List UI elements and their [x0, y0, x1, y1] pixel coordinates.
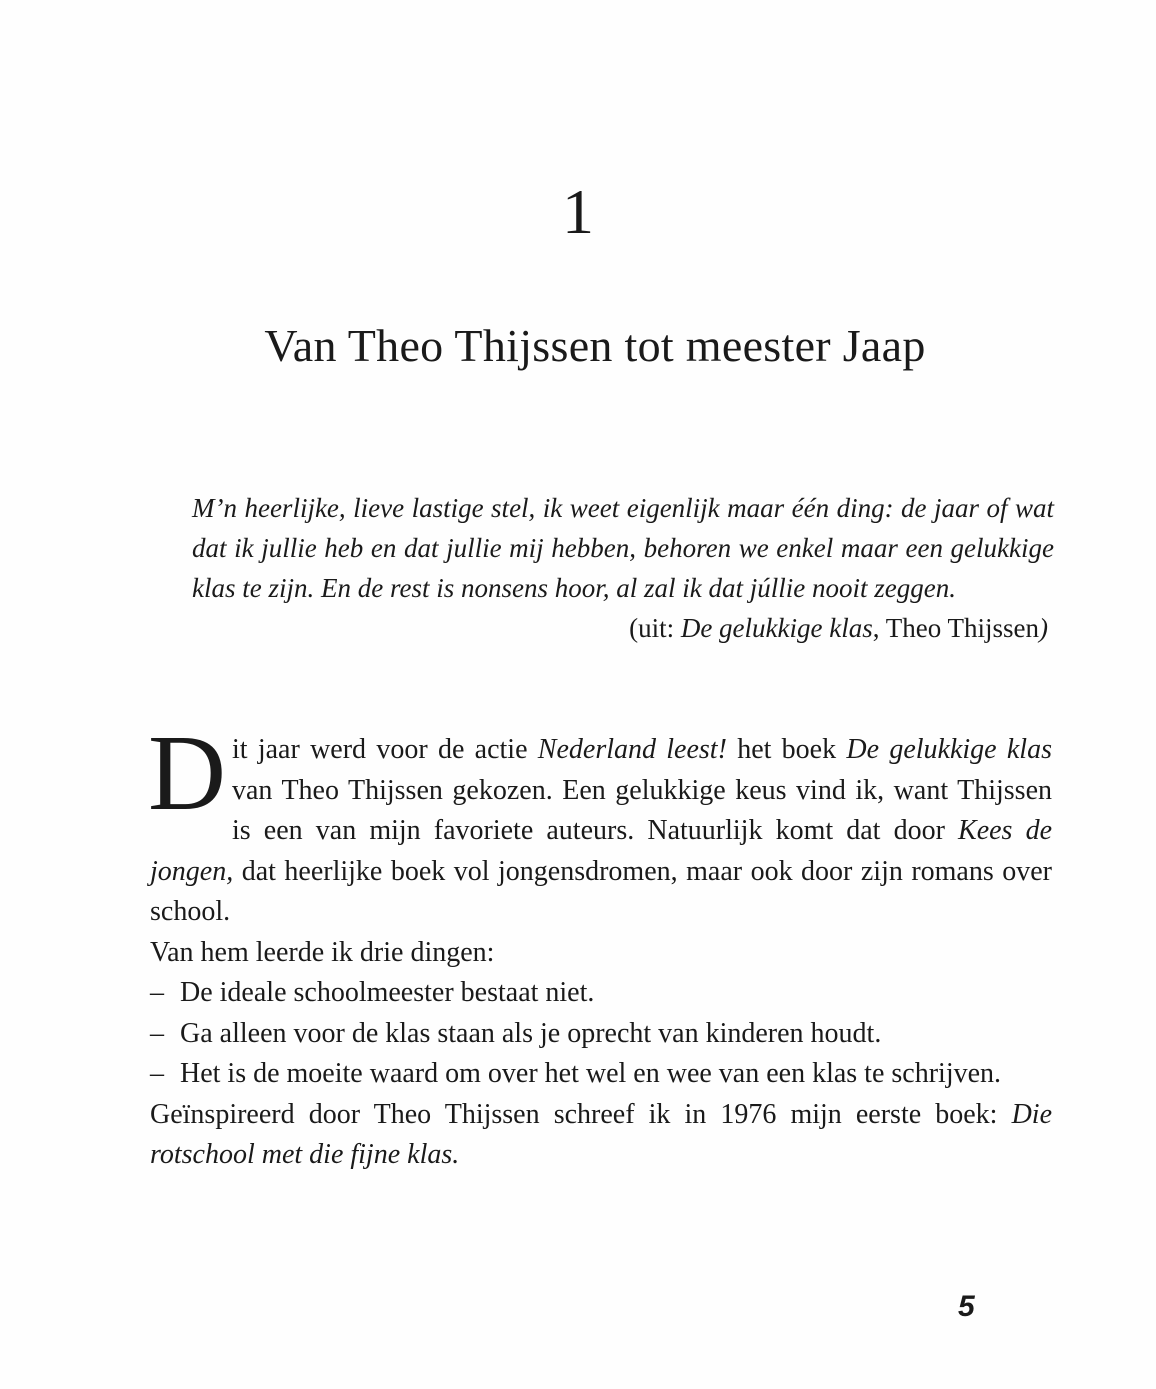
- attribution-book-title: De gelukkige klas: [680, 613, 873, 643]
- text-run: van Theo Thijssen gekozen. Een gelukkige keus vind ik, want Thijssen is een van mijn favoriete auteurs. Natuurlijk komt dat door: [232, 774, 1052, 846]
- attribution-close-paren: ): [1039, 613, 1048, 643]
- dash-bullet: –: [150, 1017, 164, 1049]
- text-run: het boek: [726, 734, 847, 765]
- list-item: [150, 973, 1052, 1014]
- page-number: 5: [958, 1290, 975, 1323]
- attribution-author: , Theo Thijssen: [872, 613, 1039, 643]
- italic-title-kees-de-jongen: Kees de jongen,: [150, 815, 1052, 887]
- list-item: [150, 1054, 1052, 1095]
- chapter-title: Van Theo Thijssen tot meester Jaap: [264, 320, 926, 371]
- paragraph-first-book: [150, 1095, 1052, 1176]
- attribution-prefix: (uit:: [629, 613, 681, 643]
- dash-bullet: –: [150, 977, 164, 1008]
- paragraph-intro: [148, 714, 1052, 933]
- list-item: [150, 1014, 1052, 1055]
- dash-bullet: –: [150, 1058, 164, 1089]
- paragraph-three-things: Van hem leerde ik drie dingen:: [150, 936, 495, 968]
- body-text: [148, 714, 1052, 1176]
- italic-title-de-gelukkige-klas: De gelukkige klas: [846, 734, 1052, 765]
- drop-cap: D: [148, 714, 226, 833]
- epigraph-attribution: [192, 608, 1054, 648]
- text-run: dat heerlijke boek vol jongensdromen, maar ook door zijn romans over school.: [150, 855, 1052, 927]
- list-item-text: De ideale schoolmeester bestaat niet.: [180, 977, 595, 1008]
- italic-title-die-rotschool: Die rotschool met die fijne klas.: [150, 1098, 1052, 1170]
- lessons-list: [150, 973, 1052, 1095]
- italic-title-nederland-leest: Nederland leest!: [537, 734, 727, 765]
- list-item-text: Het is de moeite waard om over het wel en wee van een klas te schrijven.: [180, 1058, 1002, 1089]
- text-run: it jaar werd voor de actie: [232, 734, 538, 765]
- chapter-number: 1: [562, 176, 594, 247]
- list-item-text: Ga alleen voor de klas staan als je oprecht van kinderen houdt.: [180, 1017, 882, 1049]
- epigraph-quote: M’n heerlijke, lieve lastige stel, ik weet eigenlijk maar één ding: de jaar of wat dat ik jullie heb en dat jullie mij hebben, behoren we enkel maar een gelukkige klas te zijn. En de rest is nonsens hoor, al zal ik dat júllie nooit zeggen.: [192, 493, 1054, 603]
- text-run: Geïnspireerd door Theo Thijssen schreef ik in 1976 mijn eerste boek:: [150, 1098, 1012, 1130]
- epigraph: [192, 488, 1054, 648]
